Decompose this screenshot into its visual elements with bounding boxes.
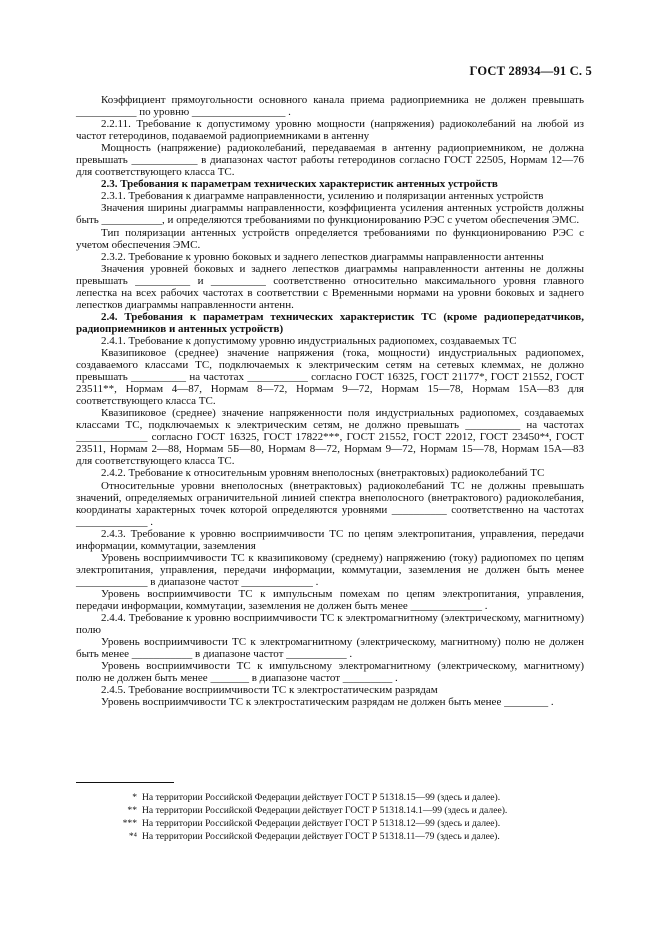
section-heading: 2.4. Требования к параметрам технических характеристик ТС (кроме радиопередатчиков, радиоприемников и антенных устройств) (76, 310, 584, 335)
footnote-text: На территории Российской Федерации действует ГОСТ Р 51318.15—99 (здесь и далее). (142, 792, 501, 803)
footnote-divider (76, 782, 174, 783)
paragraph: 2.2.11. Требование к допустимому уровню мощности (напряжения) радиоколебаний на любой из частот гетеродинов, подаваемой радиоприемниками в антенну (76, 118, 584, 143)
paragraph: Уровень восприимчивости ТС к электромагнитному (электрическому, магнитному) полю не должен быть менее ___________ в диапазоне частот ___________ . (76, 636, 584, 661)
paragraph: Уровень восприимчивости ТС к электростатическим разрядам не должен быть менее ________ . (101, 696, 554, 709)
page-header: ГОСТ 28934—91 С. 5 (469, 64, 592, 78)
footnote-text: На территории Российской Федерации действует ГОСТ Р 51318.12—99 (здесь и далее). (142, 818, 501, 829)
paragraph: 2.4.3. Требование к уровню восприимчивости ТС по цепям электропитания, управления, передачи информации, коммутации, заземления (76, 527, 584, 552)
footnote (76, 804, 584, 817)
paragraph: Значения ширины диаграммы направленности, коэффициента усиления антенных устройств должны быть ___________, и определяются требованиями по функционированию РЭС с учетом обеспечения ЭМС. (76, 202, 584, 227)
paragraph: Мощность (напряжение) радиоколебаний, передаваемая в антенну радиоприемником, не должна превышать ____________ в диапазонах частот работы гетеродинов согласно ГОСТ 22505, Нормам 12—76 для соответствующего класса ТС. (76, 142, 584, 179)
paragraph: 2.4.2. Требование к относительным уровням внеполосных (внетрактовых) радиоколебаний ТС (101, 467, 545, 480)
paragraph: 2.4.1. Требование к допустимому уровню индустриальных радиопомех, создаваемых ТС (101, 334, 517, 347)
paragraph: 2.3.1. Требования к диаграмме направленности, усилению и поляризации антенных устройств (101, 190, 544, 203)
paragraph: 2.4.5. Требование восприимчивости ТС к электростатическим разрядам (101, 684, 438, 697)
paragraph: Уровень восприимчивости ТС к квазипиковому (среднему) напряжению (току) радиопомех по цепям электропитания, управления, передачи информации, коммутации, заземления не должен быть менее _____________ в диапазоне частот _____________ . (76, 551, 584, 588)
paragraph: Относительные уровни внеполосных (внетрактовых) радиоколебаний ТС не должны превышать значений, определяемых ограничительной линией спектра внеполосного (внетрактового) радиоколебания, координаты характерных точек которой определяются уровнями __________ соответственно на частотах _____________ . (76, 479, 584, 528)
paragraph: Квазипиковое (среднее) значение напряжения (тока, мощности) индустриальных радиопомех, создаваемого классами ТС, подключаемых к электрическим сетям на сетевых клеммах, не должно превышать __________ на частотах ___________ согласно ГОСТ 16325, ГОСТ 21177*, ГОСТ 21552, ГОСТ 23511**, Нормам 4—87, Нормам 8—72, Нормам 9—72, Нормам 15—78, Нормам 15А—83 для соответствующего класса ТС. (76, 346, 584, 408)
footnote-mark: ** (127, 805, 137, 816)
section-heading: 2.3. Требования к параметрам технических характеристик антенных устройств (101, 178, 498, 191)
paragraph: Уровень восприимчивости ТС к импульсным помехам по цепям электропитания, управления, передачи информации, коммутации, заземления не должен быть менее _____________ . (76, 587, 584, 612)
footnote (76, 791, 584, 804)
footnote-text: На территории Российской Федерации действует ГОСТ Р 51318.11—79 (здесь и далее). (142, 831, 500, 842)
footnote-mark: * (132, 792, 137, 803)
footnote (76, 817, 584, 830)
footnotes (76, 791, 584, 843)
paragraph: 2.3.2. Требование к уровню боковых и заднего лепестков диаграммы направленности антенны (101, 250, 544, 263)
footnote-text: На территории Российской Федерации действует ГОСТ Р 51318.14.1—99 (здесь и далее). (142, 805, 508, 816)
paragraph: 2.4.4. Требование к уровню восприимчивости ТС к электромагнитному (электрическому, магнитному) полю (76, 612, 584, 637)
paragraph: Квазипиковое (среднее) значение напряженности поля индустриальных радиопомех, создаваемых классами ТС, подключаемых к электрическим сетям, не должно превышать __________ на частотах _____________ согласно ГОСТ 16325, ГОСТ 17822***, ГОСТ 21552, ГОСТ 22012, ГОСТ 23450*⁴, ГОСТ 23511, Нормам 2—88, Нормам 5Б—80, Нормам 8—72, Нормам 9—72, Нормам 15—78, Нормам 15А—83 для соответствующего класса ТС. (76, 407, 584, 468)
paragraph: Тип поляризации антенных устройств определяется требованиями по функционированию РЭС с учетом обеспечения ЭМС. (76, 226, 584, 251)
document-body (76, 94, 584, 708)
paragraph: Уровень восприимчивости ТС к импульсному электромагнитному (электрическому, магнитному) полю не должен быть менее _______ в диапазоне частот _________ . (76, 660, 584, 685)
paragraph: Значения уровней боковых и заднего лепестков диаграммы направленности антенны не должны превышать __________ и __________ соответственно относительно максимального уровня главного лепестка на всех рабочих частотах в соответствии с Временными нормами на уровни боковых и заднего лепестков диаграммы направленности антенн. (76, 262, 584, 311)
footnote-mark: *⁴ (128, 831, 137, 842)
paragraph: Коэффициент прямоугольности основного канала приема радиоприемника не должен превышать ___________ по уровню _________________ . (76, 94, 584, 119)
footnote (76, 830, 584, 843)
footnote-mark: *** (122, 818, 137, 829)
